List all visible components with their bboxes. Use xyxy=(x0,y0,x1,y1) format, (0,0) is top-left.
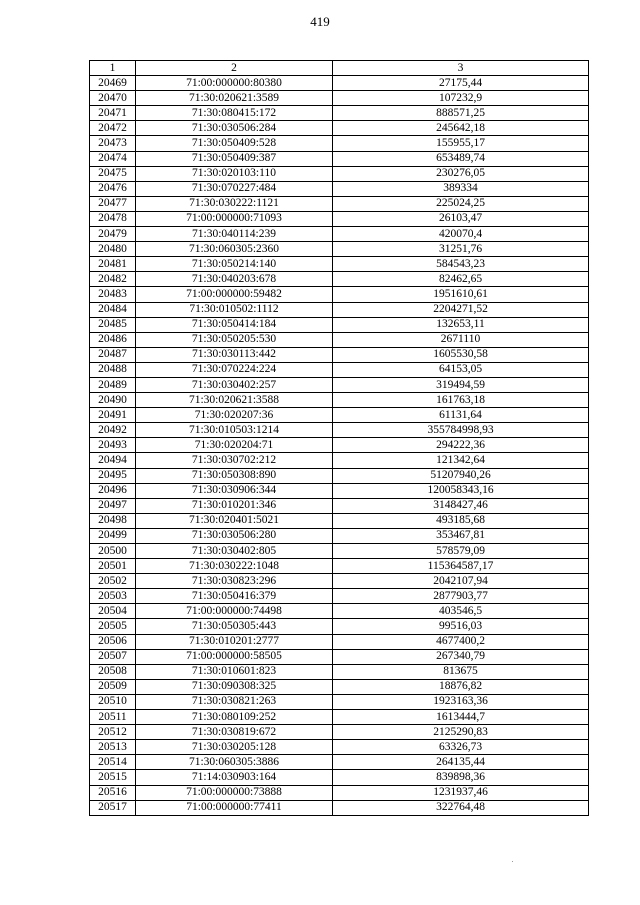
table-row xyxy=(90,242,589,257)
table-row xyxy=(90,800,589,815)
table-row xyxy=(90,151,589,166)
row-number-cell: 20487 xyxy=(90,347,136,362)
value-cell: 1923163,36 xyxy=(333,694,589,709)
table-row xyxy=(90,106,589,121)
cadastral-number-cell: 71:30:020207:36 xyxy=(136,408,333,423)
table-row xyxy=(90,694,589,709)
row-number-cell: 20483 xyxy=(90,287,136,302)
value-cell: 2125290,83 xyxy=(333,725,589,740)
value-cell: 245642,18 xyxy=(333,121,589,136)
table-row xyxy=(90,211,589,226)
row-number-cell: 20475 xyxy=(90,166,136,181)
cadastral-number-cell: 71:30:010201:346 xyxy=(136,498,333,513)
row-number-cell: 20485 xyxy=(90,317,136,332)
cadastral-number-cell: 71:30:050305:443 xyxy=(136,619,333,634)
cadastral-number-cell: 71:30:030222:1121 xyxy=(136,196,333,211)
data-table xyxy=(89,60,589,816)
row-number-cell: 20497 xyxy=(90,498,136,513)
table-row xyxy=(90,574,589,589)
cadastral-number-cell: 71:14:030903:164 xyxy=(136,770,333,785)
value-cell: 2204271,52 xyxy=(333,302,589,317)
cadastral-number-cell: 71:30:050205:530 xyxy=(136,332,333,347)
cadastral-number-cell: 71:30:020103:110 xyxy=(136,166,333,181)
row-number-cell: 20469 xyxy=(90,76,136,91)
table-row xyxy=(90,649,589,664)
table-row xyxy=(90,664,589,679)
value-cell: 230276,05 xyxy=(333,166,589,181)
table-header xyxy=(90,61,589,76)
table-row xyxy=(90,785,589,800)
row-number-cell: 20509 xyxy=(90,679,136,694)
table-row xyxy=(90,423,589,438)
value-cell: 2877903,77 xyxy=(333,589,589,604)
value-cell: 322764,48 xyxy=(333,800,589,815)
cadastral-number-cell: 71:30:030113:442 xyxy=(136,347,333,362)
row-number-cell: 20493 xyxy=(90,438,136,453)
row-number-cell: 20499 xyxy=(90,528,136,543)
row-number-cell: 20476 xyxy=(90,181,136,196)
row-number-cell: 20498 xyxy=(90,513,136,528)
table-row xyxy=(90,468,589,483)
cadastral-number-cell: 71:30:050409:387 xyxy=(136,151,333,166)
value-cell: 1605530,58 xyxy=(333,347,589,362)
table-row xyxy=(90,544,589,559)
cadastral-number-cell: 71:30:030402:257 xyxy=(136,377,333,392)
table-row xyxy=(90,196,589,211)
table-row xyxy=(90,377,589,392)
cadastral-number-cell: 71:00:000000:59482 xyxy=(136,287,333,302)
cadastral-number-cell: 71:30:080415:172 xyxy=(136,106,333,121)
row-number-cell: 20510 xyxy=(90,694,136,709)
value-cell: 2042107,94 xyxy=(333,574,589,589)
row-number-cell: 20492 xyxy=(90,423,136,438)
value-cell: 264135,44 xyxy=(333,755,589,770)
cadastral-number-cell: 71:30:050308:890 xyxy=(136,468,333,483)
cadastral-number-cell: 71:30:020621:3589 xyxy=(136,91,333,106)
value-cell: 64153,05 xyxy=(333,362,589,377)
value-cell: 99516,03 xyxy=(333,619,589,634)
row-number-cell: 20507 xyxy=(90,649,136,664)
cadastral-number-cell: 71:30:070224:224 xyxy=(136,362,333,377)
cadastral-number-cell: 71:30:090308:325 xyxy=(136,679,333,694)
value-cell: 813675 xyxy=(333,664,589,679)
value-cell: 578579,09 xyxy=(333,544,589,559)
cadastral-number-cell: 71:00:000000:80380 xyxy=(136,76,333,91)
cadastral-number-cell: 71:30:070227:484 xyxy=(136,181,333,196)
table-row xyxy=(90,725,589,740)
row-number-cell: 20495 xyxy=(90,468,136,483)
cadastral-number-cell: 71:30:010601:823 xyxy=(136,664,333,679)
cadastral-number-cell: 71:00:000000:74498 xyxy=(136,604,333,619)
row-number-cell: 20504 xyxy=(90,604,136,619)
column-header-3: 3 xyxy=(333,61,589,76)
value-cell: 3148427,46 xyxy=(333,498,589,513)
value-cell: 1231937,46 xyxy=(333,785,589,800)
cadastral-number-cell: 71:30:030821:263 xyxy=(136,694,333,709)
table-row xyxy=(90,483,589,498)
value-cell: 107232,9 xyxy=(333,91,589,106)
row-number-cell: 20502 xyxy=(90,574,136,589)
cadastral-number-cell: 71:30:050214:140 xyxy=(136,257,333,272)
value-cell: 1951610,61 xyxy=(333,287,589,302)
cadastral-number-cell: 71:00:000000:73888 xyxy=(136,785,333,800)
table-row xyxy=(90,76,589,91)
cadastral-number-cell: 71:00:000000:77411 xyxy=(136,800,333,815)
row-number-cell: 20516 xyxy=(90,785,136,800)
row-number-cell: 20471 xyxy=(90,106,136,121)
table-row xyxy=(90,498,589,513)
value-cell: 389334 xyxy=(333,181,589,196)
row-number-cell: 20500 xyxy=(90,544,136,559)
cadastral-number-cell: 71:30:010503:1214 xyxy=(136,423,333,438)
table-row xyxy=(90,347,589,362)
cadastral-number-cell: 71:30:050409:528 xyxy=(136,136,333,151)
table-row xyxy=(90,740,589,755)
row-number-cell: 20477 xyxy=(90,196,136,211)
value-cell: 132653,11 xyxy=(333,317,589,332)
cadastral-number-cell: 71:30:050416:379 xyxy=(136,589,333,604)
cadastral-number-cell: 71:30:030906:344 xyxy=(136,483,333,498)
row-number-cell: 20501 xyxy=(90,559,136,574)
table-row xyxy=(90,770,589,785)
value-cell: 653489,74 xyxy=(333,151,589,166)
value-cell: 161763,18 xyxy=(333,393,589,408)
table-row xyxy=(90,634,589,649)
cadastral-number-cell: 71:30:080109:252 xyxy=(136,710,333,725)
value-cell: 26103,47 xyxy=(333,211,589,226)
table-row xyxy=(90,272,589,287)
table-row xyxy=(90,136,589,151)
table-row xyxy=(90,227,589,242)
table-body xyxy=(90,76,589,816)
row-number-cell: 20486 xyxy=(90,332,136,347)
table-row xyxy=(90,302,589,317)
table-row xyxy=(90,604,589,619)
cadastral-number-cell: 71:30:030819:672 xyxy=(136,725,333,740)
value-cell: 420070,4 xyxy=(333,227,589,242)
cadastral-number-cell: 71:30:060305:3886 xyxy=(136,755,333,770)
value-cell: 121342,64 xyxy=(333,453,589,468)
table-row xyxy=(90,257,589,272)
cadastral-number-cell: 71:30:040114:239 xyxy=(136,227,333,242)
cadastral-number-cell: 71:30:010502:1112 xyxy=(136,302,333,317)
cadastral-number-cell: 71:30:010201:2777 xyxy=(136,634,333,649)
value-cell: 82462,65 xyxy=(333,272,589,287)
table-row xyxy=(90,438,589,453)
cadastral-number-cell: 71:30:030823:296 xyxy=(136,574,333,589)
table-row xyxy=(90,559,589,574)
value-cell: 1613444,7 xyxy=(333,710,589,725)
row-number-cell: 20489 xyxy=(90,377,136,392)
table-row xyxy=(90,393,589,408)
cadastral-number-cell: 71:30:030702:212 xyxy=(136,453,333,468)
value-cell: 115364587,17 xyxy=(333,559,589,574)
value-cell: 493185,68 xyxy=(333,513,589,528)
row-number-cell: 20479 xyxy=(90,227,136,242)
value-cell: 888571,25 xyxy=(333,106,589,121)
row-number-cell: 20484 xyxy=(90,302,136,317)
table-row xyxy=(90,287,589,302)
row-number-cell: 20481 xyxy=(90,257,136,272)
table-row xyxy=(90,710,589,725)
cadastral-number-cell: 71:30:020204:71 xyxy=(136,438,333,453)
table-row xyxy=(90,317,589,332)
row-number-cell: 20474 xyxy=(90,151,136,166)
cadastral-number-cell: 71:00:000000:71093 xyxy=(136,211,333,226)
row-number-cell: 20480 xyxy=(90,242,136,257)
cadastral-number-cell: 71:30:020621:3588 xyxy=(136,393,333,408)
value-cell: 2671110 xyxy=(333,332,589,347)
row-number-cell: 20478 xyxy=(90,211,136,226)
cadastral-number-cell: 71:30:030506:284 xyxy=(136,121,333,136)
row-number-cell: 20515 xyxy=(90,770,136,785)
value-cell: 18876,82 xyxy=(333,679,589,694)
value-cell: 63326,73 xyxy=(333,740,589,755)
row-number-cell: 20490 xyxy=(90,393,136,408)
cadastral-number-cell: 71:30:030205:128 xyxy=(136,740,333,755)
value-cell: 120058343,16 xyxy=(333,483,589,498)
table-row xyxy=(90,362,589,377)
header-row xyxy=(90,61,589,76)
column-header-2: 2 xyxy=(136,61,333,76)
row-number-cell: 20506 xyxy=(90,634,136,649)
table-row xyxy=(90,513,589,528)
value-cell: 584543,23 xyxy=(333,257,589,272)
row-number-cell: 20482 xyxy=(90,272,136,287)
value-cell: 353467,81 xyxy=(333,528,589,543)
table-row xyxy=(90,181,589,196)
cadastral-number-cell: 71:30:030506:280 xyxy=(136,528,333,543)
value-cell: 403546,5 xyxy=(333,604,589,619)
cadastral-number-cell: 71:30:060305:2360 xyxy=(136,242,333,257)
value-cell: 225024,25 xyxy=(333,196,589,211)
row-number-cell: 20503 xyxy=(90,589,136,604)
table-row xyxy=(90,121,589,136)
cadastral-number-cell: 71:30:020401:5021 xyxy=(136,513,333,528)
row-number-cell: 20512 xyxy=(90,725,136,740)
page-number: 419 xyxy=(310,14,330,29)
value-cell: 294222,36 xyxy=(333,438,589,453)
cadastral-number-cell: 71:00:000000:58505 xyxy=(136,649,333,664)
row-number-cell: 20514 xyxy=(90,755,136,770)
cadastral-number-cell: 71:30:030222:1048 xyxy=(136,559,333,574)
table-row xyxy=(90,91,589,106)
table-row xyxy=(90,589,589,604)
column-header-1: 1 xyxy=(90,61,136,76)
row-number-cell: 20470 xyxy=(90,91,136,106)
value-cell: 319494,59 xyxy=(333,377,589,392)
value-cell: 61131,64 xyxy=(333,408,589,423)
value-cell: 839898,36 xyxy=(333,770,589,785)
table-row xyxy=(90,408,589,423)
row-number-cell: 20472 xyxy=(90,121,136,136)
value-cell: 267340,79 xyxy=(333,649,589,664)
value-cell: 355784998,93 xyxy=(333,423,589,438)
value-cell: 31251,76 xyxy=(333,242,589,257)
table-row xyxy=(90,166,589,181)
value-cell: 27175,44 xyxy=(333,76,589,91)
row-number-cell: 20473 xyxy=(90,136,136,151)
row-number-cell: 20517 xyxy=(90,800,136,815)
cadastral-number-cell: 71:30:050414:184 xyxy=(136,317,333,332)
cadastral-number-cell: 71:30:040203:678 xyxy=(136,272,333,287)
row-number-cell: 20505 xyxy=(90,619,136,634)
table-row xyxy=(90,332,589,347)
table-row xyxy=(90,679,589,694)
row-number-cell: 20508 xyxy=(90,664,136,679)
table-row xyxy=(90,755,589,770)
row-number-cell: 20494 xyxy=(90,453,136,468)
row-number-cell: 20488 xyxy=(90,362,136,377)
row-number-cell: 20511 xyxy=(90,710,136,725)
table-row xyxy=(90,528,589,543)
table-row xyxy=(90,619,589,634)
value-cell: 51207940,26 xyxy=(333,468,589,483)
table-row xyxy=(90,453,589,468)
value-cell: 4677400,2 xyxy=(333,634,589,649)
value-cell: 155955,17 xyxy=(333,136,589,151)
row-number-cell: 20491 xyxy=(90,408,136,423)
scan-speck xyxy=(512,861,513,862)
cadastral-number-cell: 71:30:030402:805 xyxy=(136,544,333,559)
row-number-cell: 20496 xyxy=(90,483,136,498)
row-number-cell: 20513 xyxy=(90,740,136,755)
